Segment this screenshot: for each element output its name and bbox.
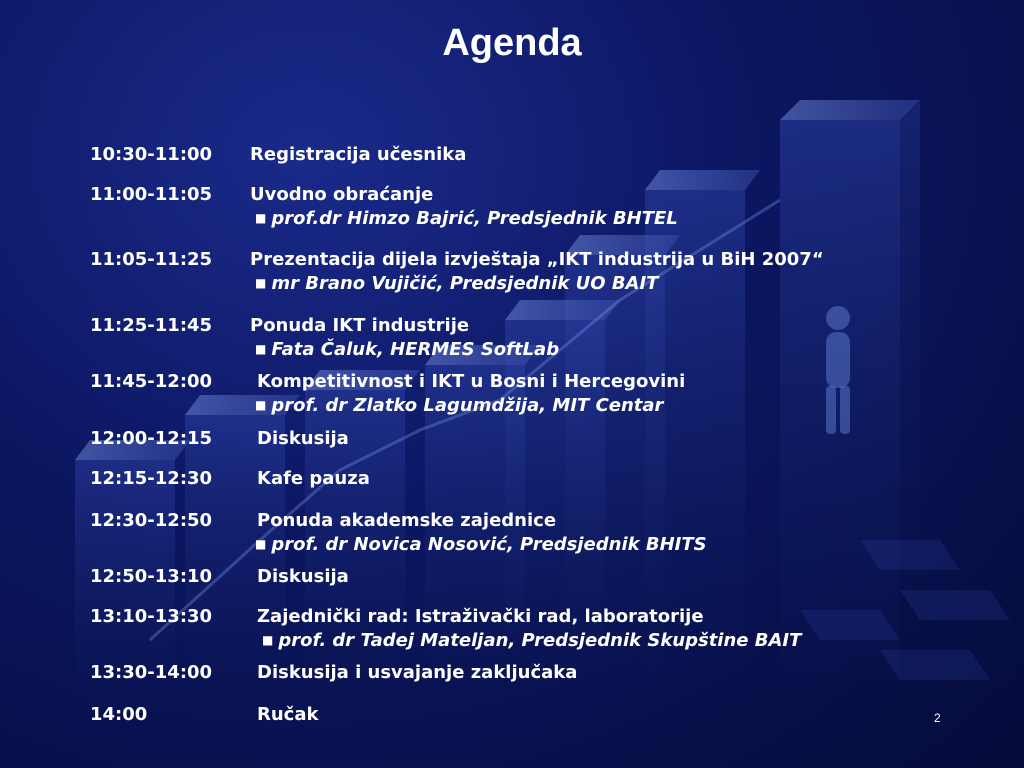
bullet-icon: ■ bbox=[255, 398, 267, 412]
agenda-time: 12:00-12:15 bbox=[90, 428, 213, 449]
agenda-topic: Diskusija bbox=[257, 428, 349, 449]
agenda-time: 11:45-12:00 bbox=[90, 371, 213, 392]
agenda-speaker: ■ prof. dr Zlatko Lagumdžija, MIT Centar bbox=[255, 395, 664, 416]
bullet-icon: ■ bbox=[262, 633, 274, 647]
agenda-topic: Diskusija bbox=[257, 566, 349, 587]
agenda-time: 12:30-12:50 bbox=[90, 510, 213, 531]
agenda-topic: Kompetitivnost i IKT u Bosni i Hercegovini bbox=[257, 371, 686, 392]
agenda-topic: Ponuda akademske zajednice bbox=[257, 510, 557, 531]
agenda-time: 14:00 bbox=[90, 704, 148, 725]
agenda-time: 11:00-11:05 bbox=[90, 184, 213, 205]
agenda-topic: Ponuda IKT industrije bbox=[250, 315, 470, 336]
bullet-icon: ■ bbox=[255, 276, 267, 290]
agenda-speaker: ■ prof. dr Tadej Mateljan, Predsjednik Skupštine BAIT bbox=[262, 630, 802, 651]
agenda-time: 11:25-11:45 bbox=[90, 315, 213, 336]
agenda-time: 13:30-14:00 bbox=[90, 662, 213, 683]
bullet-icon: ■ bbox=[255, 537, 267, 551]
agenda-topic: Zajednički rad: Istraživački rad, laboratorije bbox=[257, 606, 704, 627]
agenda-speaker: ■ prof.dr Himzo Bajrić, Predsjednik BHTEL bbox=[255, 208, 678, 229]
page-number: 2 bbox=[934, 711, 941, 725]
agenda-speaker: ■ mr Brano Vujičić, Predsjednik UO BAIT bbox=[255, 273, 659, 294]
agenda-topic: Ručak bbox=[257, 704, 319, 725]
agenda-topic: Prezentacija dijela izvještaja „IKT industrija u BiH 2007“ bbox=[250, 249, 824, 270]
agenda-topic: Registracija učesnika bbox=[250, 144, 467, 165]
agenda-time: 12:50-13:10 bbox=[90, 566, 213, 587]
agenda-time: 11:05-11:25 bbox=[90, 249, 213, 270]
agenda-topic: Diskusija i usvajanje zaključaka bbox=[257, 662, 578, 683]
bullet-icon: ■ bbox=[255, 211, 267, 225]
agenda-speaker: ■ Fata Čaluk, HERMES SoftLab bbox=[255, 339, 560, 360]
agenda-time: 13:10-13:30 bbox=[90, 606, 213, 627]
agenda-topic: Uvodno obraćanje bbox=[250, 184, 434, 205]
bullet-icon: ■ bbox=[255, 342, 267, 356]
agenda-time: 10:30-11:00 bbox=[90, 144, 213, 165]
agenda-time: 12:15-12:30 bbox=[90, 468, 213, 489]
agenda-topic: Kafe pauza bbox=[257, 468, 370, 489]
agenda-speaker: ■ prof. dr Novica Nosović, Predsjednik BHITS bbox=[255, 534, 707, 555]
slide-title: Agenda bbox=[442, 22, 582, 64]
